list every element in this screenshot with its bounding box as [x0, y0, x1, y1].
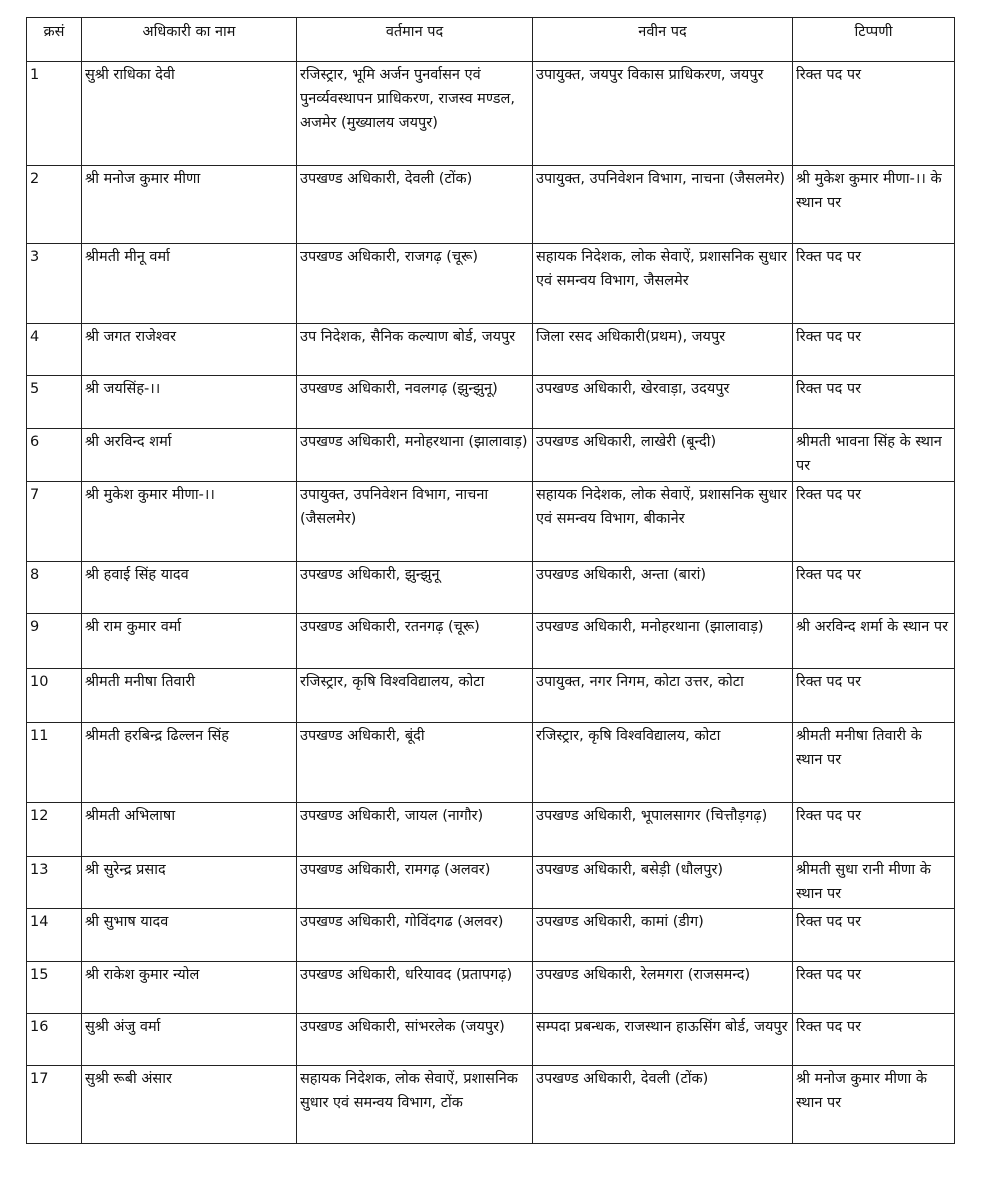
table-body — [27, 62, 955, 1144]
serial-cell: 3 — [27, 244, 82, 324]
header-remarks: टिप्पणी — [793, 18, 955, 62]
officer-name-cell: श्री राकेश कुमार न्योल — [82, 962, 297, 1014]
officer-name-cell: सुश्री रूबी अंसार — [82, 1066, 297, 1144]
serial-cell: 6 — [27, 429, 82, 482]
officer-name-cell: श्री जयसिंह-।। — [82, 376, 297, 429]
new-post-cell: सम्पदा प्रबन्धक, राजस्थान हाऊसिंग बोर्ड, जयपुर — [533, 1014, 793, 1066]
table-row — [27, 376, 955, 429]
remarks-cell: रिक्त पद पर — [793, 482, 955, 562]
header-officer-name: अधिकारी का नाम — [82, 18, 297, 62]
table-row — [27, 669, 955, 723]
current-post-cell: रजिस्ट्रार, कृषि विश्वविद्यालय, कोटा — [297, 669, 533, 723]
table-row — [27, 909, 955, 962]
new-post-cell: उपायुक्त, जयपुर विकास प्राधिकरण, जयपुर — [533, 62, 793, 166]
serial-cell: 17 — [27, 1066, 82, 1144]
officer-name-cell: श्रीमती मीनू वर्मा — [82, 244, 297, 324]
new-post-cell: उपखण्ड अधिकारी, अन्ता (बारां) — [533, 562, 793, 614]
table-row — [27, 244, 955, 324]
new-post-cell: उपखण्ड अधिकारी, देवली (टोंक) — [533, 1066, 793, 1144]
officer-name-cell: श्री मनोज कुमार मीणा — [82, 166, 297, 244]
officer-name-cell: श्री जगत राजेश्वर — [82, 324, 297, 376]
new-post-cell: रजिस्ट्रार, कृषि विश्वविद्यालय, कोटा — [533, 723, 793, 803]
new-post-cell: सहायक निदेशक, लोक सेवाऐं, प्रशासनिक सुधार एवं समन्वय विभाग, जैसलमेर — [533, 244, 793, 324]
serial-cell: 7 — [27, 482, 82, 562]
remarks-cell: रिक्त पद पर — [793, 376, 955, 429]
table-row — [27, 857, 955, 909]
current-post-cell: उपखण्ड अधिकारी, बूंदी — [297, 723, 533, 803]
serial-cell: 1 — [27, 62, 82, 166]
remarks-cell: रिक्त पद पर — [793, 962, 955, 1014]
remarks-cell: रिक्त पद पर — [793, 244, 955, 324]
remarks-cell: रिक्त पद पर — [793, 1014, 955, 1066]
remarks-cell: रिक्त पद पर — [793, 562, 955, 614]
table-row — [27, 62, 955, 166]
officer-name-cell: सुश्री राधिका देवी — [82, 62, 297, 166]
table-row — [27, 1014, 955, 1066]
remarks-cell: रिक्त पद पर — [793, 324, 955, 376]
header-serial: क्रसं — [27, 18, 82, 62]
remarks-cell: रिक्त पद पर — [793, 669, 955, 723]
table-row — [27, 429, 955, 482]
serial-cell: 10 — [27, 669, 82, 723]
new-post-cell: उपखण्ड अधिकारी, भूपालसागर (चित्तौड़गढ़) — [533, 803, 793, 857]
current-post-cell: सहायक निदेशक, लोक सेवाऐं, प्रशासनिक सुधार एवं समन्वय विभाग, टोंक — [297, 1066, 533, 1144]
header-new-post: नवीन पद — [533, 18, 793, 62]
new-post-cell: उपखण्ड अधिकारी, कामां (डीग) — [533, 909, 793, 962]
officer-name-cell: श्रीमती अभिलाषा — [82, 803, 297, 857]
new-post-cell: जिला रसद अधिकारी(प्रथम), जयपुर — [533, 324, 793, 376]
serial-cell: 15 — [27, 962, 82, 1014]
remarks-cell: श्री मुकेश कुमार मीणा-।। के स्थान पर — [793, 166, 955, 244]
serial-cell: 12 — [27, 803, 82, 857]
officer-name-cell: श्री राम कुमार वर्मा — [82, 614, 297, 669]
current-post-cell: उपखण्ड अधिकारी, रतनगढ़ (चूरू) — [297, 614, 533, 669]
table-row — [27, 962, 955, 1014]
remarks-cell: श्री अरविन्द शर्मा के स्थान पर — [793, 614, 955, 669]
remarks-cell: श्रीमती सुधा रानी मीणा के स्थान पर — [793, 857, 955, 909]
new-post-cell: उपखण्ड अधिकारी, बसेड़ी (धौलपुर) — [533, 857, 793, 909]
serial-cell: 16 — [27, 1014, 82, 1066]
officer-name-cell: श्रीमती मनीषा तिवारी — [82, 669, 297, 723]
table-row — [27, 324, 955, 376]
current-post-cell: उप निदेशक, सैनिक कल्याण बोर्ड, जयपुर — [297, 324, 533, 376]
serial-cell: 8 — [27, 562, 82, 614]
current-post-cell: उपखण्ड अधिकारी, रामगढ़ (अलवर) — [297, 857, 533, 909]
new-post-cell: उपायुक्त, उपनिवेशन विभाग, नाचना (जैसलमेर) — [533, 166, 793, 244]
current-post-cell: उपखण्ड अधिकारी, जायल (नागौर) — [297, 803, 533, 857]
table-row — [27, 614, 955, 669]
serial-cell: 5 — [27, 376, 82, 429]
current-post-cell: उपखण्ड अधिकारी, मनोहरथाना (झालावाड़) — [297, 429, 533, 482]
current-post-cell: उपखण्ड अधिकारी, सांभरलेक (जयपुर) — [297, 1014, 533, 1066]
table-row — [27, 1066, 955, 1144]
current-post-cell: उपायुक्त, उपनिवेशन विभाग, नाचना (जैसलमेर) — [297, 482, 533, 562]
current-post-cell: उपखण्ड अधिकारी, गोविंदगढ (अलवर) — [297, 909, 533, 962]
remarks-cell: रिक्त पद पर — [793, 803, 955, 857]
remarks-cell: श्रीमती भावना सिंह के स्थान पर — [793, 429, 955, 482]
current-post-cell: रजिस्ट्रार, भूमि अर्जन पुनर्वासन एवं पुनर्व्यवस्थापन प्राधिकरण, राजस्व मण्डल, अजमेर (मुख्यालय जयपुर) — [297, 62, 533, 166]
table-row — [27, 482, 955, 562]
new-post-cell: उपायुक्त, नगर निगम, कोटा उत्तर, कोटा — [533, 669, 793, 723]
officer-name-cell: श्री अरविन्द शर्मा — [82, 429, 297, 482]
table-row — [27, 723, 955, 803]
new-post-cell: उपखण्ड अधिकारी, खेरवाड़ा, उदयपुर — [533, 376, 793, 429]
header-current-post: वर्तमान पद — [297, 18, 533, 62]
table-row — [27, 803, 955, 857]
posting-order-table — [26, 17, 955, 1144]
serial-cell: 13 — [27, 857, 82, 909]
remarks-cell: श्री मनोज कुमार मीणा के स्थान पर — [793, 1066, 955, 1144]
remarks-cell: श्रीमती मनीषा तिवारी के स्थान पर — [793, 723, 955, 803]
remarks-cell: रिक्त पद पर — [793, 62, 955, 166]
officer-name-cell: श्री सुभाष यादव — [82, 909, 297, 962]
serial-cell: 9 — [27, 614, 82, 669]
header-row — [27, 18, 955, 62]
new-post-cell: सहायक निदेशक, लोक सेवाऐं, प्रशासनिक सुधार एवं समन्वय विभाग, बीकानेर — [533, 482, 793, 562]
current-post-cell: उपखण्ड अधिकारी, धरियावद (प्रतापगढ़) — [297, 962, 533, 1014]
current-post-cell: उपखण्ड अधिकारी, देवली (टोंक) — [297, 166, 533, 244]
current-post-cell: उपखण्ड अधिकारी, नवलगढ़ (झुन्झुनू) — [297, 376, 533, 429]
table-row — [27, 562, 955, 614]
table-row — [27, 166, 955, 244]
current-post-cell: उपखण्ड अधिकारी, राजगढ़ (चूरू) — [297, 244, 533, 324]
serial-cell: 11 — [27, 723, 82, 803]
new-post-cell: उपखण्ड अधिकारी, रेलमगरा (राजसमन्द) — [533, 962, 793, 1014]
officer-name-cell: श्री हवाई सिंह यादव — [82, 562, 297, 614]
officer-name-cell: श्री मुकेश कुमार मीणा-।। — [82, 482, 297, 562]
new-post-cell: उपखण्ड अधिकारी, मनोहरथाना (झालावाड़) — [533, 614, 793, 669]
new-post-cell: उपखण्ड अधिकारी, लाखेरी (बून्दी) — [533, 429, 793, 482]
remarks-cell: रिक्त पद पर — [793, 909, 955, 962]
serial-cell: 2 — [27, 166, 82, 244]
officer-name-cell: सुश्री अंजु वर्मा — [82, 1014, 297, 1066]
serial-cell: 14 — [27, 909, 82, 962]
officer-name-cell: श्रीमती हरबिन्द्र ढिल्लन सिंह — [82, 723, 297, 803]
current-post-cell: उपखण्ड अधिकारी, झुन्झुनू — [297, 562, 533, 614]
officer-name-cell: श्री सुरेन्द्र प्रसाद — [82, 857, 297, 909]
serial-cell: 4 — [27, 324, 82, 376]
